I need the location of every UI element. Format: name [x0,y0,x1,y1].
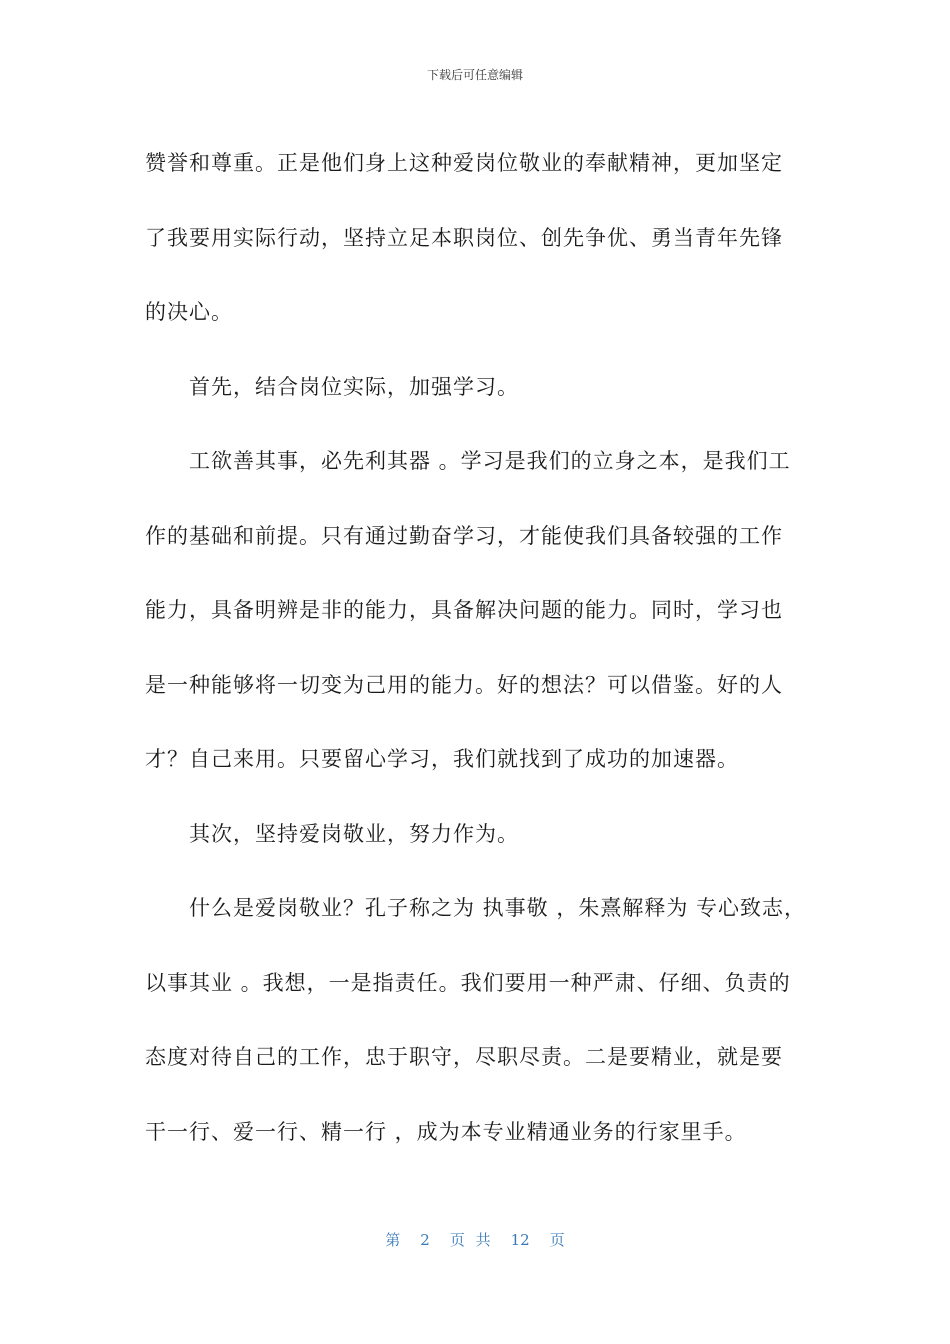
footer-suffix: 页 [549,1231,565,1249]
paragraph-line: 态度对待自己的工作，忠于职守，尽职尽责。二是要精业，就是要 [145,1045,783,1069]
section-heading-1: 首先，结合岗位实际，加强学习。 [189,374,519,399]
document-body [145,126,815,1169]
paragraph-line: 以事其业 。我想，一是指责任。我们要用一种严肃、仔细、负责的 [145,970,791,995]
paragraph-line: 能力，具备明辨是非的能力，具备解决问题的能力。同时，学习也 [145,598,783,622]
section-heading-2: 其次，坚持爱岗敬业，努力作为。 [189,821,519,846]
paragraph-line: 什么是爱岗敬业？孔子称之为 执事敬 ，朱熹解释为 专心致志， [189,896,807,920]
footer-middle: 页 共 [449,1231,491,1249]
footer-total-pages: 12 [510,1231,530,1249]
paragraph-line: 赞誉和尊重。正是他们身上这种爱岗位敬业的奉献精神，更加坚定 [145,151,783,175]
footer-prefix: 第 [385,1231,401,1249]
paragraph-line: 工欲善其事，必先利其器 。学习是我们的立身之本，是我们工 [189,449,791,473]
paragraph-line: 作的基础和前提。只有通过勤奋学习，才能使我们具备较强的工作 [145,523,783,548]
paragraph-line: 是一种能够将一切变为己用的能力。好的想法？可以借鉴。好的人 [145,672,783,697]
footer-page-number: 2 [420,1231,430,1249]
page-header: 下载后可任意编辑 [426,68,523,82]
paragraph-line: 的决心。 [145,300,233,324]
paragraph-line: 才？自己来用。只要留心学习，我们就找到了成功的加速器。 [145,747,739,771]
paragraph-line: 干一行、爱一行、精一行 ，成为本专业精通业务的行家里手。 [145,1119,747,1144]
page-footer [0,1229,950,1250]
paragraph-line: 了我要用实际行动，坚持立足本职岗位、创先争优、勇当青年先锋 [145,225,783,250]
